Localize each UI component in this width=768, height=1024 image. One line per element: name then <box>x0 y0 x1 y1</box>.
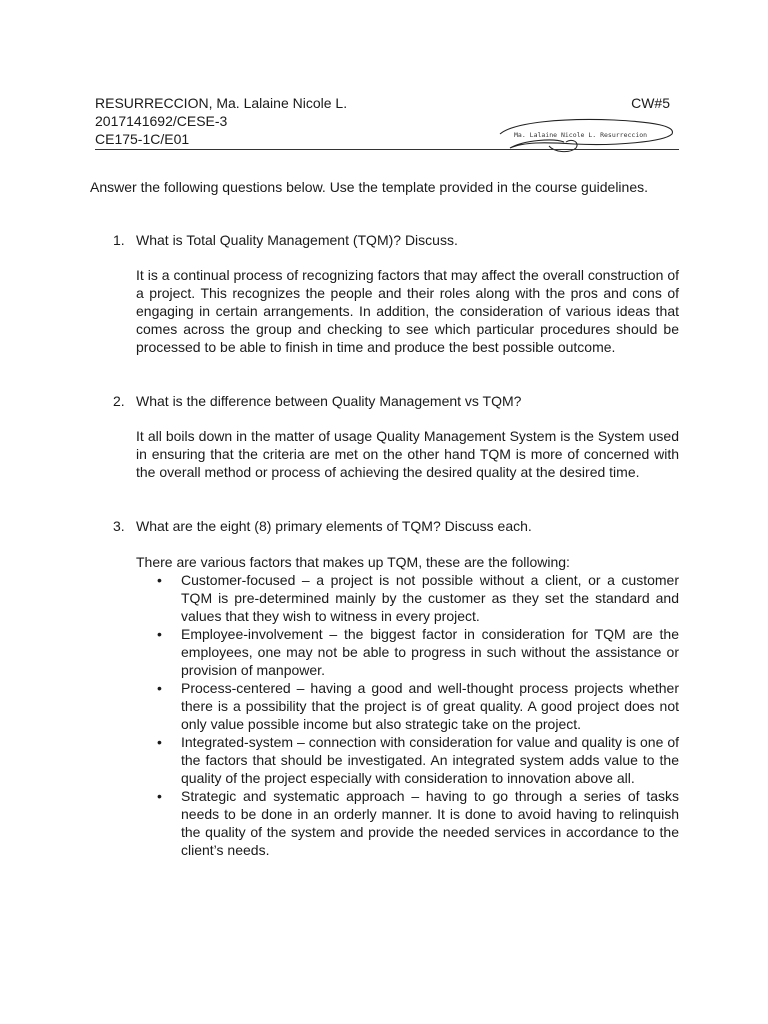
question-text: What is the difference between Quality Management vs TQM? <box>136 393 522 409</box>
list-item <box>136 733 679 787</box>
question-text: What are the eight (8) primary elements of TQM? Discuss each. <box>136 518 532 534</box>
question-number: 1. <box>113 232 125 248</box>
student-name: RESURRECCION, Ma. Lalaine Nicole L. <box>95 95 348 111</box>
question-text: What is Total Quality Management (TQM)? Discuss. <box>136 232 458 248</box>
signature-text: Ma. Lalaine Nicole L. Resurreccion <box>514 131 648 139</box>
list-item <box>136 787 679 859</box>
question-number: 2. <box>113 393 125 409</box>
list-item <box>136 625 679 679</box>
bullet-icon: • <box>157 680 162 696</box>
student-id: 2017141692/CESE-3 <box>95 113 228 129</box>
header-divider <box>95 149 679 150</box>
question-number: 3. <box>113 518 125 534</box>
course-code: CE175-1C/E01 <box>95 131 190 147</box>
bullet-icon: • <box>157 626 162 642</box>
list-item-text: Strategic and systematic approach – having to go through a series of tasks needs to be done in an orderly manner. It is done to avoid having to relinquish the quality of the system and provide the needed services in accordance to the client’s needs. <box>181 788 679 858</box>
instructions: Answer the following questions below. Use the template provided in the course guidelines. <box>90 179 648 195</box>
answer-2 <box>136 427 679 481</box>
bullet-icon: • <box>157 572 162 588</box>
bullet-icon: • <box>157 734 162 750</box>
answer-1 <box>136 266 679 356</box>
bullet-icon: • <box>157 788 162 804</box>
list-item <box>136 679 679 733</box>
answer-text: It all boils down in the matter of usage Quality Management System is the System used in ensuring that the criteria are met on the other hand TQM is more of concerned with the overall method or process of achieving the desired quality at the desired time. <box>136 428 679 480</box>
classwork-number: CW#5 <box>631 95 670 111</box>
list-item-text: Process-centered – having a good and well-thought process projects whether there is a possibility that the project is of great quality. A good project does not only value possible income but also strategic take on the project. <box>181 680 679 732</box>
answer-text: It is a continual process of recognizing factors that may affect the overall construction of a project. This recognizes the people and their roles along with the pros and cons of engaging in certain arrangements. In addition, the consideration of various ideas that comes across the group and checking to see which particular procedures should be processed to be able to finish in time and produce the best possible outcome. <box>136 267 679 355</box>
tqm-elements-list <box>136 571 679 859</box>
list-item-text: Employee-involvement – the biggest factor in consideration for TQM are the employees, one may not be able to progress in such without the assistance or provision of manpower. <box>181 626 679 678</box>
list-item-text: Integrated-system – connection with consideration for value and quality is one of the factors that should be investigated. An integrated system adds value to the quality of the project especially with consideration to innovation above all. <box>181 734 679 786</box>
answer-3-intro <box>136 553 679 571</box>
list-item <box>136 571 679 625</box>
list-item-text: Customer-focused – a project is not possible without a client, or a customer TQM is pre-determined mainly by the customer as they set the standard and values that they wish to witness in every project. <box>181 572 679 624</box>
answer-text: There are various factors that makes up TQM, these are the following: <box>136 554 570 570</box>
